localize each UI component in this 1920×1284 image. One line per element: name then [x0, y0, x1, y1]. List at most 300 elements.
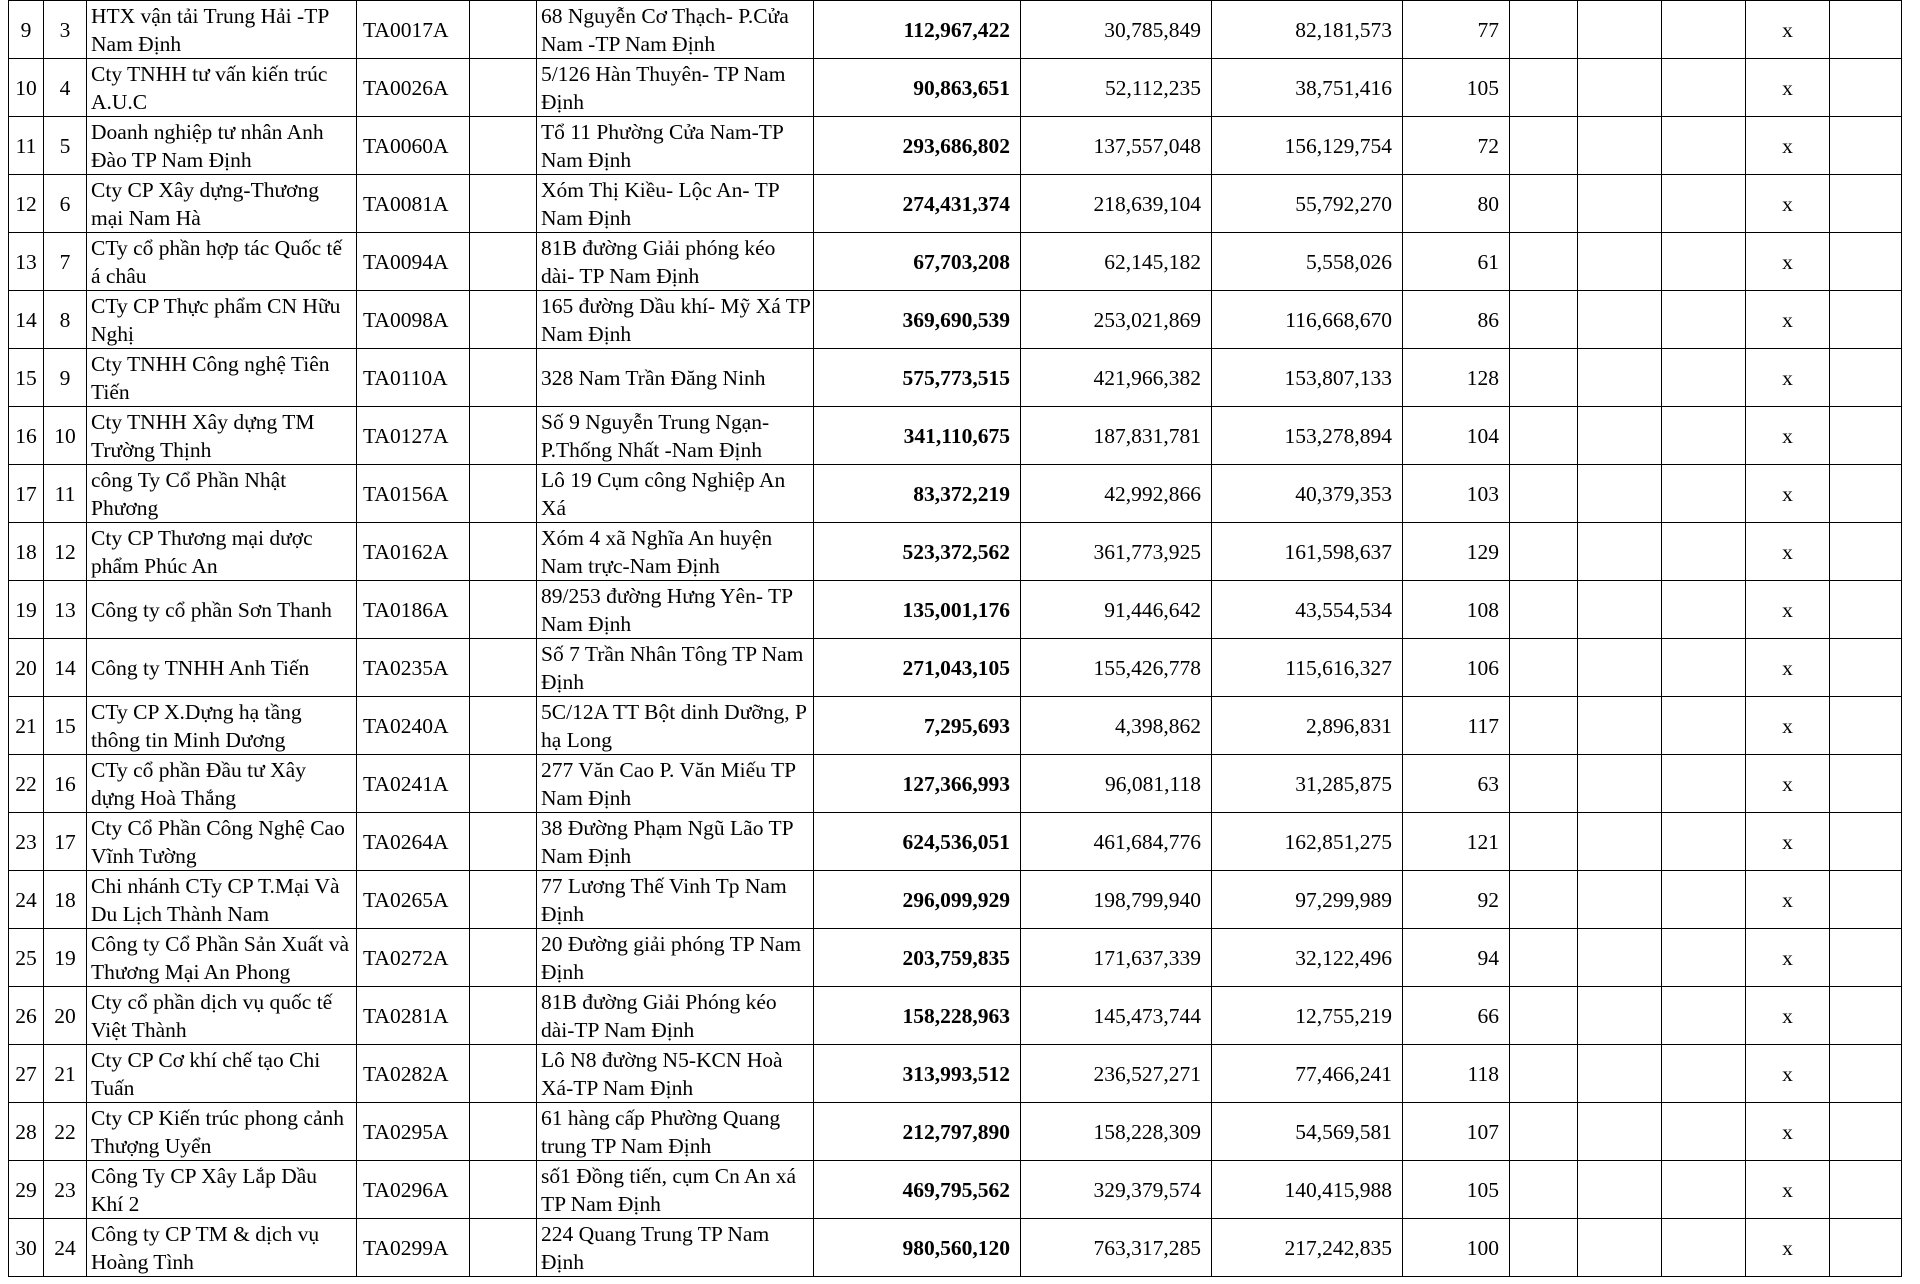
company-name-cell: Công ty CP TM & dịch vụ Hoàng Tình — [87, 1219, 357, 1277]
check-mark-cell: x — [1746, 929, 1830, 987]
blank-cell — [1510, 523, 1578, 581]
row-index-cell: 23 — [9, 813, 44, 871]
blank-cell — [1578, 117, 1662, 175]
item-number-cell: 17 — [44, 813, 87, 871]
blank-cell — [1510, 349, 1578, 407]
amount-cell: 40,379,353 — [1212, 465, 1403, 523]
amount-cell: 31,285,875 — [1212, 755, 1403, 813]
blank-cell — [1578, 987, 1662, 1045]
blank-cell — [1830, 697, 1902, 755]
address-cell: 81B đường Giải Phóng kéo dài-TP Nam Định — [537, 987, 814, 1045]
blank-cell — [1662, 813, 1746, 871]
address-cell: Số 9 Nguyễn Trung Ngạn- P.Thống Nhất -Nam Định — [537, 407, 814, 465]
company-name-cell: HTX vận tải Trung Hải -TP Nam Định — [87, 1, 357, 59]
item-number-cell: 7 — [44, 233, 87, 291]
days-count-cell: 86 — [1403, 291, 1510, 349]
blank-cell — [1662, 1219, 1746, 1277]
item-number-cell: 23 — [44, 1161, 87, 1219]
tax-code-cell: TA0162A — [357, 523, 470, 581]
blank-cell — [470, 581, 537, 639]
check-mark-cell: x — [1746, 291, 1830, 349]
amount-cell: 421,966,382 — [1021, 349, 1212, 407]
address-cell: 5/126 Hàn Thuyên- TP Nam Định — [537, 59, 814, 117]
blank-cell — [470, 233, 537, 291]
blank-cell — [1578, 639, 1662, 697]
row-index-cell: 19 — [9, 581, 44, 639]
blank-cell — [1510, 1045, 1578, 1103]
blank-cell — [1578, 349, 1662, 407]
row-index-cell: 24 — [9, 871, 44, 929]
check-mark-cell: x — [1746, 697, 1830, 755]
amount-cell: 187,831,781 — [1021, 407, 1212, 465]
blank-cell — [470, 407, 537, 465]
amount-cell: 62,145,182 — [1021, 233, 1212, 291]
amount-cell: 236,527,271 — [1021, 1045, 1212, 1103]
blank-cell — [1662, 1045, 1746, 1103]
check-mark-cell: x — [1746, 1045, 1830, 1103]
table-row — [9, 581, 1902, 639]
blank-cell — [470, 755, 537, 813]
tax-code-cell: TA0296A — [357, 1161, 470, 1219]
blank-cell — [470, 639, 537, 697]
company-name-cell: Cty TNHH Xây dựng TM Trường Thịnh — [87, 407, 357, 465]
table-row — [9, 1, 1902, 59]
row-index-cell: 25 — [9, 929, 44, 987]
amount-cell: 5,558,026 — [1212, 233, 1403, 291]
blank-cell — [1578, 581, 1662, 639]
total-amount-cell: 575,773,515 — [814, 349, 1021, 407]
company-name-cell: Công ty Cổ Phần Sản Xuất và Thương Mại An Phong — [87, 929, 357, 987]
blank-cell — [1830, 465, 1902, 523]
address-cell: Xóm Thị Kiều- Lộc An- TP Nam Định — [537, 175, 814, 233]
company-name-cell: Cty Cổ Phần Công Nghệ Cao Vĩnh Tường — [87, 813, 357, 871]
amount-cell: 361,773,925 — [1021, 523, 1212, 581]
check-mark-cell: x — [1746, 1, 1830, 59]
blank-cell — [470, 117, 537, 175]
check-mark-cell: x — [1746, 755, 1830, 813]
tax-code-cell: TA0156A — [357, 465, 470, 523]
table-row — [9, 929, 1902, 987]
blank-cell — [1510, 697, 1578, 755]
item-number-cell: 15 — [44, 697, 87, 755]
blank-cell — [1578, 871, 1662, 929]
blank-cell — [1510, 59, 1578, 117]
blank-cell — [470, 871, 537, 929]
blank-cell — [1510, 755, 1578, 813]
tax-code-cell: TA0026A — [357, 59, 470, 117]
table-row — [9, 1219, 1902, 1277]
amount-cell: 55,792,270 — [1212, 175, 1403, 233]
blank-cell — [470, 1219, 537, 1277]
amount-cell: 4,398,862 — [1021, 697, 1212, 755]
row-index-cell: 18 — [9, 523, 44, 581]
amount-cell: 217,242,835 — [1212, 1219, 1403, 1277]
amount-cell: 218,639,104 — [1021, 175, 1212, 233]
blank-cell — [1662, 1, 1746, 59]
total-amount-cell: 274,431,374 — [814, 175, 1021, 233]
tax-code-cell: TA0094A — [357, 233, 470, 291]
blank-cell — [1830, 581, 1902, 639]
table-row — [9, 639, 1902, 697]
days-count-cell: 63 — [1403, 755, 1510, 813]
address-cell: 81B đường Giải phóng kéo dài- TP Nam Định — [537, 233, 814, 291]
check-mark-cell: x — [1746, 871, 1830, 929]
blank-cell — [1830, 523, 1902, 581]
blank-cell — [1578, 813, 1662, 871]
days-count-cell: 129 — [1403, 523, 1510, 581]
amount-cell: 198,799,940 — [1021, 871, 1212, 929]
tax-code-cell: TA0264A — [357, 813, 470, 871]
blank-cell — [1662, 117, 1746, 175]
blank-cell — [1830, 1, 1902, 59]
blank-cell — [470, 291, 537, 349]
check-mark-cell: x — [1746, 117, 1830, 175]
company-name-cell: Cty CP Cơ khí chế tạo Chi Tuấn — [87, 1045, 357, 1103]
company-name-cell: Cty CP Kiến trúc phong cảnh Thượng Uyển — [87, 1103, 357, 1161]
days-count-cell: 128 — [1403, 349, 1510, 407]
blank-cell — [1510, 1161, 1578, 1219]
tax-code-cell: TA0295A — [357, 1103, 470, 1161]
company-name-cell: Cty CP Thương mại dược phẩm Phúc An — [87, 523, 357, 581]
amount-cell: 171,637,339 — [1021, 929, 1212, 987]
company-name-cell: CTy CP X.Dựng hạ tầng thông tin Minh Dương — [87, 697, 357, 755]
address-cell: 277 Văn Cao P. Văn Miếu TP Nam Định — [537, 755, 814, 813]
blank-cell — [1830, 175, 1902, 233]
row-index-cell: 22 — [9, 755, 44, 813]
blank-cell — [1830, 117, 1902, 175]
total-amount-cell: 7,295,693 — [814, 697, 1021, 755]
address-cell: 77 Lương Thế Vinh Tp Nam Định — [537, 871, 814, 929]
blank-cell — [1510, 407, 1578, 465]
blank-cell — [1830, 349, 1902, 407]
tax-code-cell: TA0241A — [357, 755, 470, 813]
blank-cell — [1510, 813, 1578, 871]
tax-code-cell: TA0299A — [357, 1219, 470, 1277]
table-row — [9, 291, 1902, 349]
row-index-cell: 27 — [9, 1045, 44, 1103]
address-cell: Số 7 Trần Nhân Tông TP Nam Định — [537, 639, 814, 697]
row-index-cell: 29 — [9, 1161, 44, 1219]
tax-code-cell: TA0281A — [357, 987, 470, 1045]
amount-cell: 96,081,118 — [1021, 755, 1212, 813]
blank-cell — [470, 1161, 537, 1219]
blank-cell — [1662, 697, 1746, 755]
total-amount-cell: 980,560,120 — [814, 1219, 1021, 1277]
blank-cell — [1830, 1045, 1902, 1103]
check-mark-cell: x — [1746, 349, 1830, 407]
blank-cell — [1510, 987, 1578, 1045]
amount-cell: 153,807,133 — [1212, 349, 1403, 407]
blank-cell — [1830, 987, 1902, 1045]
blank-cell — [1578, 929, 1662, 987]
blank-cell — [1510, 1, 1578, 59]
blank-cell — [1662, 755, 1746, 813]
item-number-cell: 20 — [44, 987, 87, 1045]
item-number-cell: 12 — [44, 523, 87, 581]
amount-cell: 97,299,989 — [1212, 871, 1403, 929]
total-amount-cell: 341,110,675 — [814, 407, 1021, 465]
blank-cell — [1510, 929, 1578, 987]
days-count-cell: 117 — [1403, 697, 1510, 755]
amount-cell: 161,598,637 — [1212, 523, 1403, 581]
days-count-cell: 105 — [1403, 1161, 1510, 1219]
item-number-cell: 13 — [44, 581, 87, 639]
total-amount-cell: 112,967,422 — [814, 1, 1021, 59]
tax-code-cell: TA0272A — [357, 929, 470, 987]
row-index-cell: 16 — [9, 407, 44, 465]
blank-cell — [1578, 523, 1662, 581]
tax-code-cell: TA0127A — [357, 407, 470, 465]
days-count-cell: 118 — [1403, 1045, 1510, 1103]
amount-cell: 30,785,849 — [1021, 1, 1212, 59]
amount-cell: 12,755,219 — [1212, 987, 1403, 1045]
blank-cell — [1830, 1103, 1902, 1161]
blank-cell — [1662, 871, 1746, 929]
table-row — [9, 813, 1902, 871]
days-count-cell: 61 — [1403, 233, 1510, 291]
days-count-cell: 108 — [1403, 581, 1510, 639]
blank-cell — [470, 1045, 537, 1103]
blank-cell — [1662, 987, 1746, 1045]
blank-cell — [1830, 233, 1902, 291]
amount-cell: 158,228,309 — [1021, 1103, 1212, 1161]
amount-cell: 77,466,241 — [1212, 1045, 1403, 1103]
table-body — [9, 1, 1902, 1277]
address-cell: Lô 19 Cụm công Nghiệp An Xá — [537, 465, 814, 523]
amount-cell: 145,473,744 — [1021, 987, 1212, 1045]
table-row — [9, 1103, 1902, 1161]
company-name-cell: Doanh nghiệp tư nhân Anh Đào TP Nam Định — [87, 117, 357, 175]
total-amount-cell: 67,703,208 — [814, 233, 1021, 291]
company-name-cell: Công ty TNHH Anh Tiến — [87, 639, 357, 697]
days-count-cell: 77 — [1403, 1, 1510, 59]
check-mark-cell: x — [1746, 639, 1830, 697]
company-name-cell: Công ty cổ phần Sơn Thanh — [87, 581, 357, 639]
blank-cell — [1662, 523, 1746, 581]
blank-cell — [1830, 1219, 1902, 1277]
total-amount-cell: 313,993,512 — [814, 1045, 1021, 1103]
total-amount-cell: 271,043,105 — [814, 639, 1021, 697]
row-index-cell: 12 — [9, 175, 44, 233]
company-name-cell: Cty TNHH Công nghệ Tiên Tiến — [87, 349, 357, 407]
total-amount-cell: 624,536,051 — [814, 813, 1021, 871]
address-cell: 224 Quang Trung TP Nam Định — [537, 1219, 814, 1277]
address-cell: 68 Nguyễn Cơ Thạch- P.Cửa Nam -TP Nam Định — [537, 1, 814, 59]
amount-cell: 82,181,573 — [1212, 1, 1403, 59]
tax-code-cell: TA0081A — [357, 175, 470, 233]
row-index-cell: 14 — [9, 291, 44, 349]
item-number-cell: 24 — [44, 1219, 87, 1277]
blank-cell — [1662, 59, 1746, 117]
item-number-cell: 4 — [44, 59, 87, 117]
check-mark-cell: x — [1746, 523, 1830, 581]
table-row — [9, 349, 1902, 407]
amount-cell: 763,317,285 — [1021, 1219, 1212, 1277]
check-mark-cell: x — [1746, 407, 1830, 465]
blank-cell — [1578, 233, 1662, 291]
blank-cell — [470, 59, 537, 117]
check-mark-cell: x — [1746, 59, 1830, 117]
blank-cell — [470, 987, 537, 1045]
item-number-cell: 5 — [44, 117, 87, 175]
amount-cell: 2,896,831 — [1212, 697, 1403, 755]
tax-code-cell: TA0240A — [357, 697, 470, 755]
blank-cell — [1578, 1161, 1662, 1219]
table-row — [9, 987, 1902, 1045]
table-row — [9, 233, 1902, 291]
amount-cell: 42,992,866 — [1021, 465, 1212, 523]
days-count-cell: 72 — [1403, 117, 1510, 175]
amount-cell: 91,446,642 — [1021, 581, 1212, 639]
total-amount-cell: 369,690,539 — [814, 291, 1021, 349]
row-index-cell: 13 — [9, 233, 44, 291]
days-count-cell: 92 — [1403, 871, 1510, 929]
check-mark-cell: x — [1746, 813, 1830, 871]
check-mark-cell: x — [1746, 987, 1830, 1045]
total-amount-cell: 90,863,651 — [814, 59, 1021, 117]
amount-cell: 52,112,235 — [1021, 59, 1212, 117]
amount-cell: 162,851,275 — [1212, 813, 1403, 871]
blank-cell — [470, 175, 537, 233]
blank-cell — [470, 697, 537, 755]
amount-cell: 155,426,778 — [1021, 639, 1212, 697]
blank-cell — [470, 1103, 537, 1161]
address-cell: Tổ 11 Phường Cửa Nam-TP Nam Định — [537, 117, 814, 175]
total-amount-cell: 83,372,219 — [814, 465, 1021, 523]
table-row — [9, 755, 1902, 813]
blank-cell — [1578, 697, 1662, 755]
company-name-cell: công Ty Cổ Phần Nhật Phương — [87, 465, 357, 523]
company-name-cell: Cty cổ phần dịch vụ quốc tế Việt Thành — [87, 987, 357, 1045]
blank-cell — [1830, 59, 1902, 117]
blank-cell — [1578, 407, 1662, 465]
item-number-cell: 9 — [44, 349, 87, 407]
blank-cell — [1510, 291, 1578, 349]
amount-cell: 156,129,754 — [1212, 117, 1403, 175]
row-index-cell: 21 — [9, 697, 44, 755]
company-name-cell: Cty CP Xây dựng-Thương mại Nam Hà — [87, 175, 357, 233]
row-index-cell: 17 — [9, 465, 44, 523]
blank-cell — [1510, 1219, 1578, 1277]
days-count-cell: 106 — [1403, 639, 1510, 697]
table-row — [9, 1161, 1902, 1219]
blank-cell — [1578, 755, 1662, 813]
days-count-cell: 104 — [1403, 407, 1510, 465]
check-mark-cell: x — [1746, 1103, 1830, 1161]
blank-cell — [1510, 1103, 1578, 1161]
company-name-cell: Công Ty CP Xây Lắp Dầu Khí 2 — [87, 1161, 357, 1219]
days-count-cell: 121 — [1403, 813, 1510, 871]
blank-cell — [1510, 639, 1578, 697]
blank-cell — [1662, 465, 1746, 523]
table-row — [9, 407, 1902, 465]
blank-cell — [1830, 755, 1902, 813]
blank-cell — [1510, 581, 1578, 639]
table-row — [9, 59, 1902, 117]
address-cell: 165 đường Dầu khí- Mỹ Xá TP Nam Định — [537, 291, 814, 349]
blank-cell — [1510, 465, 1578, 523]
tax-code-cell: TA0110A — [357, 349, 470, 407]
tax-code-cell: TA0235A — [357, 639, 470, 697]
days-count-cell: 103 — [1403, 465, 1510, 523]
amount-cell: 43,554,534 — [1212, 581, 1403, 639]
table-row — [9, 465, 1902, 523]
blank-cell — [1510, 871, 1578, 929]
company-name-cell: CTy cổ phần hợp tác Quốc tế á châu — [87, 233, 357, 291]
days-count-cell: 94 — [1403, 929, 1510, 987]
blank-cell — [470, 523, 537, 581]
item-number-cell: 19 — [44, 929, 87, 987]
days-count-cell: 80 — [1403, 175, 1510, 233]
row-index-cell: 9 — [9, 1, 44, 59]
tax-code-cell: TA0265A — [357, 871, 470, 929]
amount-cell: 329,379,574 — [1021, 1161, 1212, 1219]
item-number-cell: 14 — [44, 639, 87, 697]
table-row — [9, 523, 1902, 581]
row-index-cell: 20 — [9, 639, 44, 697]
row-index-cell: 26 — [9, 987, 44, 1045]
tax-code-cell: TA0282A — [357, 1045, 470, 1103]
row-index-cell: 10 — [9, 59, 44, 117]
blank-cell — [1830, 639, 1902, 697]
item-number-cell: 8 — [44, 291, 87, 349]
amount-cell: 461,684,776 — [1021, 813, 1212, 871]
blank-cell — [470, 349, 537, 407]
table-row — [9, 1045, 1902, 1103]
debt-table — [8, 0, 1902, 1277]
item-number-cell: 11 — [44, 465, 87, 523]
table-row — [9, 871, 1902, 929]
blank-cell — [1662, 349, 1746, 407]
blank-cell — [1578, 1219, 1662, 1277]
total-amount-cell: 135,001,176 — [814, 581, 1021, 639]
blank-cell — [1510, 233, 1578, 291]
company-name-cell: CTy CP Thực phẩm CN Hữu Nghị — [87, 291, 357, 349]
total-amount-cell: 203,759,835 — [814, 929, 1021, 987]
item-number-cell: 10 — [44, 407, 87, 465]
days-count-cell: 100 — [1403, 1219, 1510, 1277]
address-cell: 328 Nam Trần Đăng Ninh — [537, 349, 814, 407]
blank-cell — [1662, 175, 1746, 233]
blank-cell — [470, 929, 537, 987]
check-mark-cell: x — [1746, 1219, 1830, 1277]
total-amount-cell: 469,795,562 — [814, 1161, 1021, 1219]
tax-code-cell: TA0017A — [357, 1, 470, 59]
days-count-cell: 105 — [1403, 59, 1510, 117]
blank-cell — [1830, 871, 1902, 929]
amount-cell: 253,021,869 — [1021, 291, 1212, 349]
item-number-cell: 6 — [44, 175, 87, 233]
check-mark-cell: x — [1746, 1161, 1830, 1219]
blank-cell — [1662, 1161, 1746, 1219]
total-amount-cell: 296,099,929 — [814, 871, 1021, 929]
blank-cell — [1830, 291, 1902, 349]
blank-cell — [470, 465, 537, 523]
table-row — [9, 175, 1902, 233]
amount-cell: 116,668,670 — [1212, 291, 1403, 349]
tax-code-cell: TA0060A — [357, 117, 470, 175]
total-amount-cell: 293,686,802 — [814, 117, 1021, 175]
blank-cell — [1662, 233, 1746, 291]
row-index-cell: 28 — [9, 1103, 44, 1161]
amount-cell: 115,616,327 — [1212, 639, 1403, 697]
amount-cell: 153,278,894 — [1212, 407, 1403, 465]
address-cell: Lô N8 đường N5-KCN Hoà Xá-TP Nam Định — [537, 1045, 814, 1103]
item-number-cell: 3 — [44, 1, 87, 59]
amount-cell: 32,122,496 — [1212, 929, 1403, 987]
blank-cell — [1662, 581, 1746, 639]
total-amount-cell: 127,366,993 — [814, 755, 1021, 813]
